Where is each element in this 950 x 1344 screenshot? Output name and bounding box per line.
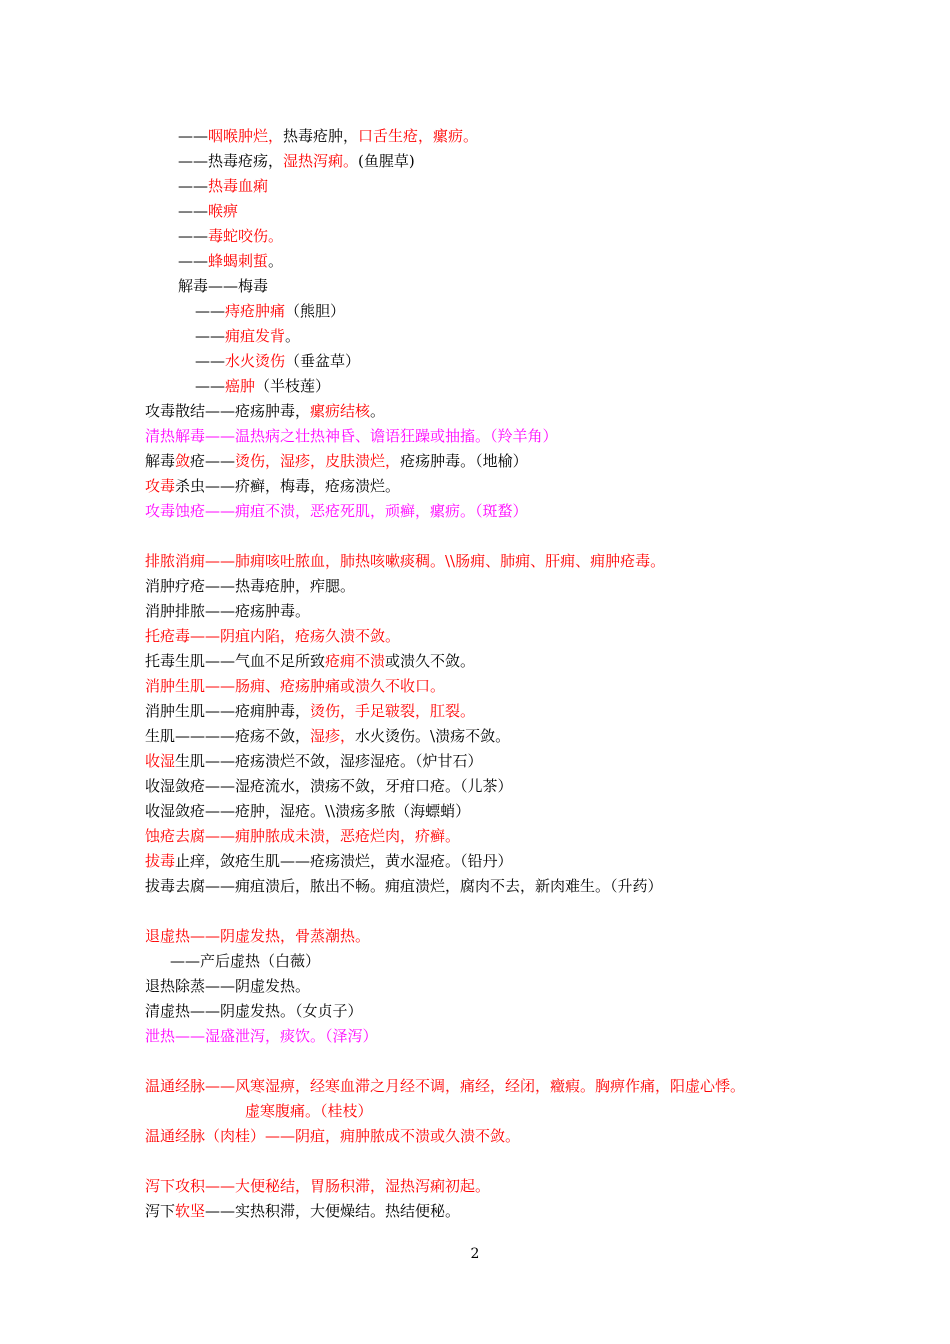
text-line bbox=[178, 199, 238, 224]
text-line bbox=[178, 149, 415, 174]
text-segment: ——热毒疮疡， bbox=[178, 152, 284, 170]
text-line bbox=[145, 824, 460, 849]
text-segment: 水火烫伤 bbox=[225, 352, 286, 370]
text-segment: 攻毒散结——疮疡肿毒， bbox=[145, 402, 311, 420]
text-line bbox=[145, 599, 310, 624]
text-segment: (鱼腥草) bbox=[358, 152, 415, 170]
text-segment: 泻下攻积——大便秘结，胃肠积滞，湿热泻痢初起。 bbox=[145, 1177, 491, 1195]
text-segment: 湿疹， bbox=[310, 727, 356, 745]
text-line bbox=[145, 999, 363, 1024]
text-segment: 收湿敛疮——疮肿，湿疮。\\溃疡多脓（海螵蛸） bbox=[145, 802, 471, 820]
text-line bbox=[145, 974, 310, 999]
text-segment: 或溃久不敛。 bbox=[385, 652, 476, 670]
text-segment: 温通经脉——风寒湿痹，经寒血滞之月经不调，痛经，经闭，癥瘕。胸痹作痛，阳虚心悸。 bbox=[145, 1077, 746, 1095]
text-segment: —— bbox=[178, 177, 208, 195]
text-line bbox=[145, 1074, 745, 1099]
text-line bbox=[145, 449, 528, 474]
text-segment: 喉痹 bbox=[208, 202, 239, 220]
text-segment: （熊胆） bbox=[285, 302, 346, 320]
text-segment: 瘰疬结核 bbox=[310, 402, 371, 420]
text-segment: 消肿疗疮——热毒疮肿，痄腮。 bbox=[145, 577, 356, 595]
text-line bbox=[145, 849, 513, 874]
text-segment: 消肿生肌——肠痈、疮疡肿痛或溃久不收口。 bbox=[145, 677, 446, 695]
text-segment: 软坚 bbox=[175, 1202, 206, 1220]
text-segment: 水火烫伤。\溃疡不敛。 bbox=[355, 727, 511, 745]
text-line bbox=[178, 124, 478, 149]
text-segment: —— bbox=[178, 127, 208, 145]
page-number: 2 bbox=[470, 1246, 480, 1262]
text-line bbox=[145, 574, 355, 599]
text-line bbox=[145, 474, 400, 499]
text-line bbox=[145, 1199, 460, 1224]
text-segment: 杀虫——疥癣，梅毒，疮疡溃烂。 bbox=[175, 477, 401, 495]
text-segment: 收湿敛疮——湿疮流水，溃疡不敛，牙疳口疮。（儿茶） bbox=[145, 777, 513, 795]
text-line bbox=[170, 949, 320, 974]
text-line bbox=[245, 1099, 373, 1124]
text-segment: 托疮毒——阴疽内陷，疮疡久溃不敛。 bbox=[145, 627, 401, 645]
text-segment: 生肌——疮疡溃烂不敛，湿疹湿疮。（炉甘石） bbox=[175, 752, 483, 770]
text-segment: 泄热——湿盛泄泻，痰饮。（泽泻） bbox=[145, 1027, 378, 1045]
text-segment: （垂盆草） bbox=[285, 352, 361, 370]
text-segment: —— bbox=[195, 302, 225, 320]
text-segment: 泻下 bbox=[145, 1202, 176, 1220]
text-line bbox=[145, 874, 663, 899]
text-segment: 解毒 bbox=[145, 452, 176, 470]
text-line bbox=[145, 649, 475, 674]
text-segment: —— bbox=[178, 252, 208, 270]
text-segment: 蚀疮去腐——痈肿脓成未溃，恶疮烂肉，疥癣。 bbox=[145, 827, 461, 845]
text-segment: 。 bbox=[370, 402, 386, 420]
text-segment: 毒蛇咬伤。 bbox=[208, 227, 284, 245]
text-line bbox=[145, 424, 558, 449]
text-line bbox=[195, 299, 345, 324]
text-segment: 消肿排脓——疮疡肿毒。 bbox=[145, 602, 311, 620]
text-segment: 虚寒腹痛。（桂枝） bbox=[245, 1102, 373, 1120]
text-segment: 止痒，敛疮生肌——疮疡溃烂，黄水湿疮。（铅丹） bbox=[175, 852, 513, 870]
text-line bbox=[178, 224, 283, 249]
text-segment: 疮疡肿毒。（地榆） bbox=[400, 452, 528, 470]
text-line bbox=[178, 249, 283, 274]
text-line bbox=[145, 624, 400, 649]
text-segment: 。 bbox=[285, 327, 301, 345]
text-segment: 敛 bbox=[175, 452, 191, 470]
text-segment: —— bbox=[178, 202, 208, 220]
text-line bbox=[145, 1174, 490, 1199]
text-line bbox=[145, 399, 385, 424]
text-line bbox=[145, 749, 483, 774]
text-line bbox=[145, 674, 445, 699]
text-line bbox=[195, 349, 360, 374]
text-line bbox=[145, 799, 470, 824]
text-segment: 湿热泻痢。 bbox=[283, 152, 359, 170]
text-segment: 退虚热——阴虚发热，骨蒸潮热。 bbox=[145, 927, 371, 945]
text-line bbox=[178, 174, 268, 199]
text-line bbox=[145, 499, 528, 524]
text-segment: （半枝莲） bbox=[255, 377, 331, 395]
text-line bbox=[145, 774, 513, 799]
text-segment: 咽喉肿烂， bbox=[208, 127, 284, 145]
text-segment: 退热除蒸——阴虚发热。 bbox=[145, 977, 311, 995]
text-line bbox=[145, 724, 510, 749]
text-line bbox=[145, 1024, 378, 1049]
text-segment: —— bbox=[178, 227, 208, 245]
text-segment: 清虚热——阴虚发热。（女贞子） bbox=[145, 1002, 363, 1020]
text-segment: 痔疮肿痛 bbox=[225, 302, 286, 320]
text-segment: ——实热积滞，大便燥结。热结便秘。 bbox=[205, 1202, 461, 1220]
text-segment: 烫伤，手足皲裂，肛裂。 bbox=[310, 702, 476, 720]
text-segment: 。 bbox=[268, 252, 284, 270]
text-line bbox=[145, 699, 475, 724]
text-line bbox=[195, 374, 330, 399]
text-line bbox=[145, 924, 370, 949]
text-segment: 托毒生肌——气血不足所致 bbox=[145, 652, 326, 670]
text-segment: —— bbox=[195, 327, 225, 345]
text-segment: 烫伤，湿疹，皮肤溃烂， bbox=[235, 452, 401, 470]
text-segment: 疮痈不溃 bbox=[325, 652, 386, 670]
text-line bbox=[145, 549, 665, 574]
text-segment: ——产后虚热（白薇） bbox=[170, 952, 321, 970]
text-line bbox=[178, 274, 268, 299]
text-segment: 攻毒蚀疮——痈疽不溃，恶疮死肌，顽癣，瘰疬。（斑蝥） bbox=[145, 502, 528, 520]
text-segment: —— bbox=[195, 377, 225, 395]
text-segment: 生肌————疮疡不敛， bbox=[145, 727, 311, 745]
text-segment: 蜂蝎刺蜇 bbox=[208, 252, 269, 270]
text-segment: 癌肿 bbox=[225, 377, 256, 395]
text-segment: 热毒疮肿， bbox=[283, 127, 359, 145]
text-segment: 清热解毒——温热病之壮热神昏、谵语狂躁或抽搐。（羚羊角） bbox=[145, 427, 558, 445]
text-segment: 口舌生疮，瘰疬。 bbox=[358, 127, 479, 145]
text-segment: —— bbox=[195, 352, 225, 370]
text-line bbox=[145, 1124, 520, 1149]
text-segment: 解毒——梅毒 bbox=[178, 277, 269, 295]
text-segment: 排脓消痈——肺痈咳吐脓血，肺热咳嗽痰稠。\\肠痈、肺痈、肝痈、痈肿疮毒。 bbox=[145, 552, 666, 570]
text-segment: 收湿 bbox=[145, 752, 176, 770]
text-segment: 温通经脉（肉桂）——阴疽，痈肿脓成不溃或久溃不敛。 bbox=[145, 1127, 521, 1145]
text-segment: 热毒血痢 bbox=[208, 177, 269, 195]
text-segment: 拔毒 bbox=[145, 852, 176, 870]
text-segment: 痈疽发背 bbox=[225, 327, 286, 345]
text-segment: 攻毒 bbox=[145, 477, 176, 495]
text-line bbox=[195, 324, 300, 349]
text-segment: 疮—— bbox=[190, 452, 236, 470]
text-segment: 消肿生肌——疮痈肿毒， bbox=[145, 702, 311, 720]
text-segment: 拔毒去腐——痈疽溃后，脓出不畅。痈疽溃烂，腐肉不去，新肉难生。（升药） bbox=[145, 877, 663, 895]
